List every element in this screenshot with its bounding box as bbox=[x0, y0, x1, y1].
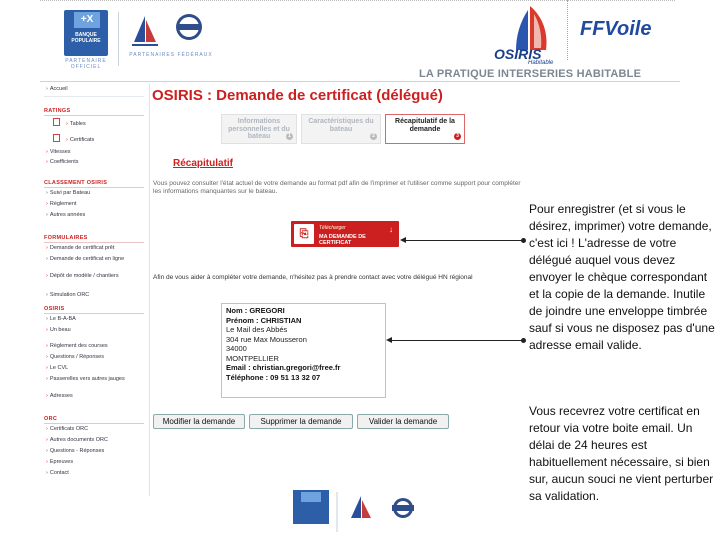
download-arrow-icon: ↓ bbox=[389, 225, 393, 234]
nav-item-passerelles[interactable]: › Passerelles vers autres jauges bbox=[46, 376, 146, 383]
address-city: MONTPELLIER bbox=[226, 353, 279, 363]
pdf-icon: ⎘ bbox=[294, 224, 314, 244]
osiris-wordmark: OSIRIS bbox=[494, 46, 542, 62]
annotation-note-save: Pour enregistrer (et si vous le désirez, imprimer) votre demande, c'est ici ! L'adresse de votre délégué auquel vous devez envoyer le chèque correspondant et la copie de la demande. Inutile de joindre une enveloppe timbrée sauf si vous ne disposez pas d'une adresse email valide. bbox=[529, 201, 719, 354]
partners-caption: PARTENAIRES FÉDÉRAUX bbox=[129, 52, 213, 58]
nav-section-ratings: RATINGS bbox=[44, 108, 144, 116]
ffvoile-logo: FFVoile bbox=[580, 18, 652, 40]
site-subtitle: LA PRATIQUE INTERSERIES HABITABLE bbox=[419, 68, 642, 80]
nav-item-contact[interactable]: › Contact bbox=[46, 470, 146, 477]
nav-item-questions-reponses[interactable]: › Questions - Réponses bbox=[46, 448, 146, 455]
volvo-logo bbox=[176, 14, 202, 40]
tab-recapitulatif[interactable] bbox=[385, 114, 465, 144]
delegate-firstname: Prénom : CHRISTIAN bbox=[226, 315, 302, 325]
annotation-arrow-address bbox=[390, 340, 524, 341]
nav-item-vitesses[interactable]: › Vitesses bbox=[46, 149, 146, 156]
banque-populaire-logo bbox=[64, 10, 108, 56]
validate-request-button[interactable]: Valider la demande bbox=[357, 414, 449, 429]
nav-item-reglement-courses[interactable]: › Règlement des courses bbox=[46, 343, 146, 350]
tab-label: Caractéristiques du bateau bbox=[308, 118, 374, 133]
nav-item-depot-modele[interactable]: › Dépôt de modèle / chantiers bbox=[46, 273, 146, 280]
plus-icon: +X bbox=[74, 12, 100, 28]
nav-item-suivi[interactable]: › Suivi par Bateau bbox=[46, 190, 146, 197]
delegate-email: Email : christian.gregori@free.fr bbox=[226, 363, 341, 372]
tab-label: Informations personnelles et du bateau bbox=[228, 118, 290, 140]
modify-request-button[interactable]: Modifier la demande bbox=[153, 414, 245, 429]
annotation-note-receive: Vous recevrez votre certificat en retour via votre boite email. Un délai de 24 heures est habituellement nécessaire, si bien sur, aucun souci ne vient perturber sa validation. bbox=[529, 403, 719, 505]
contact-text: Afin de vous aider à compléter votre demande, n'hésitez pas à prendre contact avec votre délégué HN régional bbox=[153, 274, 473, 281]
nav-item-coefficients[interactable]: › Coefficients bbox=[46, 159, 146, 166]
tab-informations[interactable] bbox=[221, 114, 297, 144]
document-icon bbox=[53, 134, 60, 142]
bank-line-1: BANQUE bbox=[75, 32, 97, 38]
delete-request-button[interactable]: Supprimer la demande bbox=[249, 414, 353, 429]
download-small-label: Télécharger bbox=[319, 225, 346, 231]
download-main-label: MA DEMANDE DE CERTIFICAT bbox=[319, 234, 366, 246]
osiris-subwordmark: Habitable bbox=[528, 60, 554, 66]
step-number-badge: 3 bbox=[454, 133, 461, 140]
nav-section-orc: ORC bbox=[44, 416, 144, 424]
annotation-arrow-download bbox=[404, 240, 524, 241]
nav-item-adresses[interactable]: › Adresses bbox=[46, 393, 146, 400]
bank-line-2: POPULAIRE bbox=[71, 38, 101, 44]
nav-item-demande-pret[interactable]: › Demande de certificat prêt bbox=[46, 245, 146, 252]
nav-item-autres-annees[interactable]: › Autres années bbox=[46, 212, 146, 219]
section-heading: Récapitulatif bbox=[173, 158, 234, 169]
nav-item-simulation-orc[interactable]: › Simulation ORC bbox=[46, 292, 146, 299]
marine-nationale-logo bbox=[128, 12, 162, 52]
nav-item-demande-en-ligne[interactable]: › Demande de certificat en ligne bbox=[46, 256, 146, 263]
nav-item-reglement[interactable]: › Règlement bbox=[46, 201, 146, 208]
address-line-2: 304 rue Max Mousseron bbox=[226, 334, 307, 344]
left-sidebar bbox=[40, 84, 150, 496]
intro-text: Vous pouvez consulter l'état actuel de votre demande au format pdf afin de l'imprimer et l'utiliser comme support pour compléter les informations manquantes sur le bateau. bbox=[153, 180, 521, 195]
delegate-phone: Téléphone : 09 51 13 32 07 bbox=[226, 372, 321, 382]
nav-item-un-beau[interactable]: › Un beau bbox=[46, 327, 146, 334]
nav-item-autres-documents-orc[interactable]: › Autres documents ORC bbox=[46, 437, 146, 444]
nav-item-certificats[interactable]: › Certificats bbox=[66, 137, 146, 144]
step-number-badge: 2 bbox=[370, 133, 377, 140]
partner-official-caption: PARTENAIRE OFFICIEL bbox=[65, 58, 107, 70]
delegate-address-box bbox=[221, 303, 386, 398]
nav-section-formulaires: FORMULAIRES bbox=[44, 235, 144, 243]
header-rule bbox=[40, 81, 680, 82]
nav-item-questions[interactable]: › Questions / Réponses bbox=[46, 354, 146, 361]
tab-caracteristiques[interactable] bbox=[301, 114, 381, 144]
nav-item-cvl[interactable]: › Le CVL bbox=[46, 365, 146, 372]
document-icon bbox=[53, 118, 60, 126]
download-pdf-button[interactable] bbox=[291, 221, 399, 247]
tab-label: Récapitulatif de la demande bbox=[395, 118, 455, 133]
intro-paragraph bbox=[153, 180, 528, 196]
nav-item-epreuves[interactable]: › Epreuves bbox=[46, 459, 146, 466]
page-title: OSIRIS : Demande de certificat (délégué) bbox=[152, 87, 443, 104]
step-tabs bbox=[221, 114, 465, 146]
address-line-1: Le Mail des Abbés bbox=[226, 325, 288, 334]
step-number-badge: 1 bbox=[286, 133, 293, 140]
nav-item-babba[interactable]: › Le B-A-BA bbox=[46, 316, 146, 323]
footer-partner-logos bbox=[291, 488, 421, 536]
nav-section-osiris: OSIRIS bbox=[44, 306, 144, 314]
nav-divider bbox=[44, 96, 144, 97]
address-postcode: 34000 bbox=[226, 344, 247, 353]
delegate-name: Nom : GREGORI bbox=[226, 306, 285, 315]
logo-divider bbox=[118, 12, 119, 66]
bank-name-lines bbox=[67, 32, 105, 44]
nav-item-certificats-orc[interactable]: › Certificats ORC bbox=[46, 426, 146, 433]
logo-divider-right bbox=[567, 0, 568, 60]
nav-item-accueil[interactable]: › Accueil bbox=[46, 86, 146, 93]
nav-section-classement: CLASSEMENT OSIRIS bbox=[44, 180, 144, 188]
top-dotted-rule bbox=[40, 0, 675, 1]
nav-item-tables[interactable]: › Tables bbox=[66, 121, 146, 128]
